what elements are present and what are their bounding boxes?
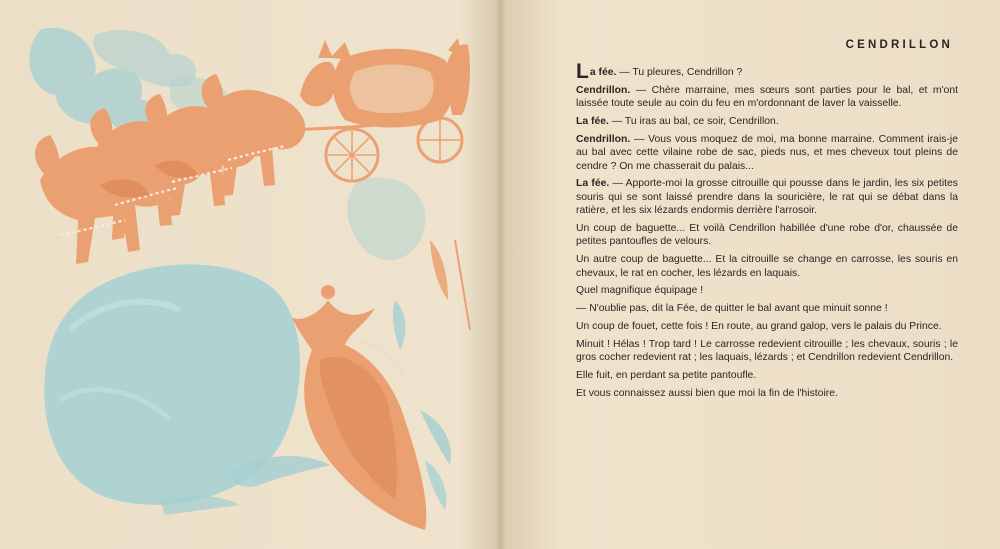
dialogue-text: — Apporte-moi la grosse citrouille qui pousse dans le jardin, les six petites souris qui se sont laissé prendre dans la souricière, le rat qui se débat dans la ratière, et les six lézards endormis derrière l'arrosoir. — [576, 178, 958, 217]
paragraph — [576, 60, 958, 83]
paragraph: Un autre coup de baguette... Et la citrouille se change en carrosse, les souris en chevaux, le rat en cocher, les lézards en laquais. — [576, 254, 958, 279]
dialogue-text: — Tu pleures, Cendrillon ? — [616, 67, 743, 78]
dropcap: L — [576, 60, 589, 83]
carriage — [290, 118, 462, 181]
speaker-label: a fée. — [589, 67, 617, 78]
paragraph: Un coup de fouet, cette fois ! En route, au grand galop, vers le palais du Prince. — [576, 321, 942, 333]
dialogue-text: — Chère marraine, mes sœurs sont parties pour le bal, et m'ont laissée toute seule au coin du feu en m'ordonnant de laver la vaisselle. — [576, 84, 958, 110]
speaker-label: La fée. — [576, 178, 610, 190]
dialogue-text: — Vous vous moquez de moi, ma bonne marraine. Comment irais-je au bal avec cette vilaine robe de sac, pieds nus, et mes cheveux tout pleins de cendre ? On me chasserait du palais... — [576, 133, 958, 172]
cinderella-figure — [292, 285, 426, 530]
paragraph: Et vous connaissez aussi bien que moi la fin de l'histoire. — [576, 387, 838, 399]
coachman — [300, 62, 337, 107]
left-page-illustration — [0, 0, 497, 549]
paragraph: — N'oublie pas, dit la Fée, de quitter le bal avant que minuit sonne ! — [576, 303, 888, 315]
paragraph — [576, 177, 958, 217]
running-title: CENDRILLON — [845, 39, 953, 51]
paragraph: Quel magnifique équipage ! — [576, 285, 704, 297]
paragraph — [576, 115, 958, 128]
paragraph: Minuit ! Hélas ! Trop tard ! Le carrosse redevient citrouille ; les chevaux, souris ; le gros cocher redevient rat ; les laquais, lézards ; et Cendrillon redevient Cendrillon. — [576, 338, 958, 364]
cinderella-carriage-illustration — [0, 0, 497, 549]
speaker-label: La fée. — [576, 116, 609, 127]
speaker-label: Cendrillon. — [576, 84, 631, 96]
paragraph — [576, 133, 958, 173]
paragraph — [576, 84, 958, 111]
speaker-label: Cendrillon. — [576, 133, 631, 145]
story-text — [576, 60, 958, 405]
paragraph: Un coup de baguette... Et voilà Cendrillon habillée d'une robe d'or, chaussée de petites pantoufles de velours. — [576, 223, 958, 248]
right-page-text — [503, 0, 1000, 549]
dialogue-text: — Tu iras au bal, ce soir, Cendrillon. — [608, 116, 779, 127]
paragraph: Elle fuit, en perdant sa petite pantoufle. — [576, 370, 757, 382]
